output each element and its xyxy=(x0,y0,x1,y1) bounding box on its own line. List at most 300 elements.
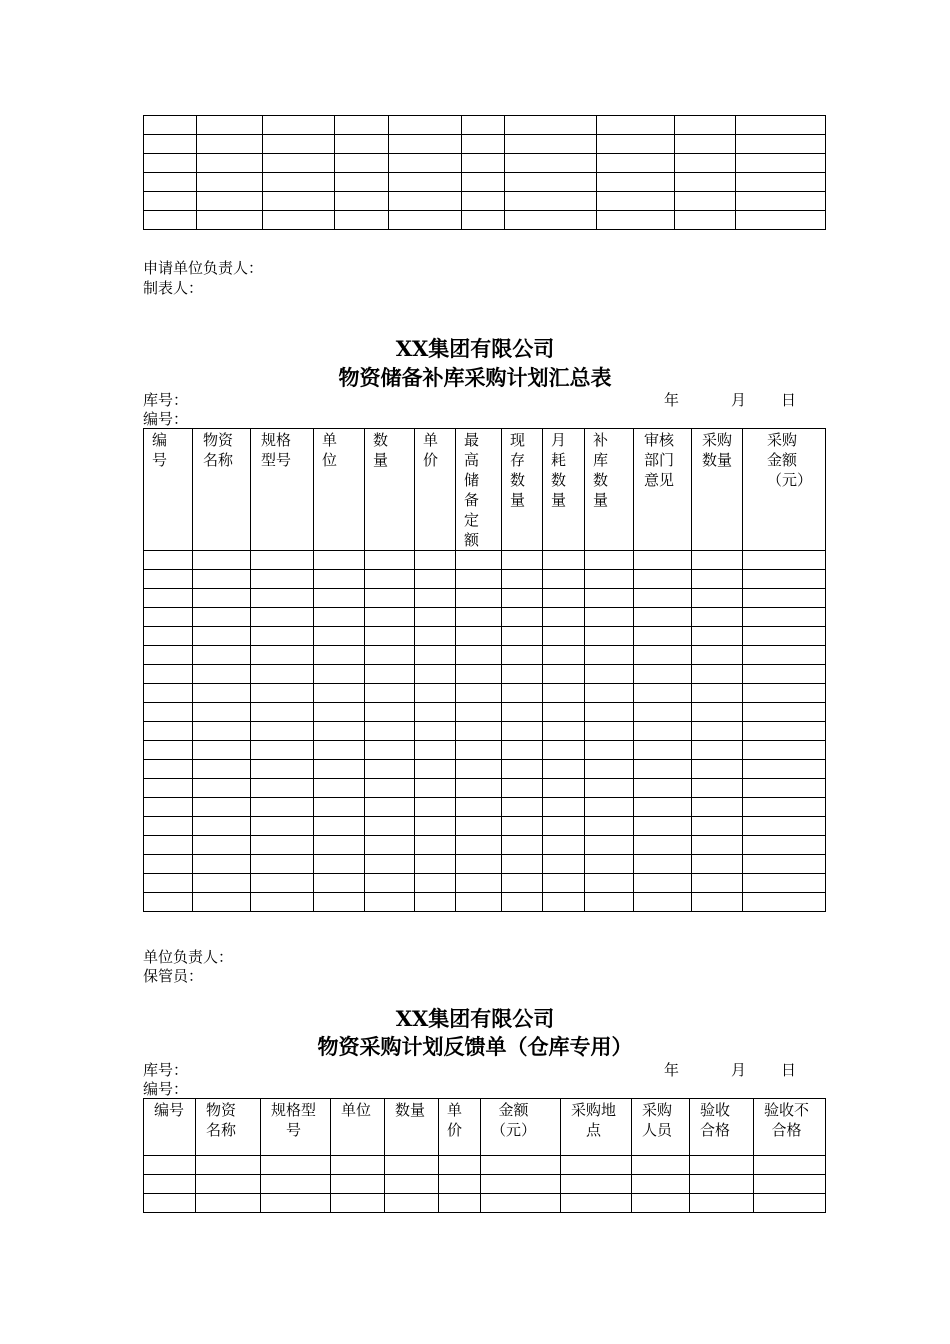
table-cell xyxy=(481,1194,561,1213)
table-cell xyxy=(144,116,197,135)
table-cell xyxy=(314,722,365,741)
table-cell xyxy=(251,741,314,760)
table-cell xyxy=(251,627,314,646)
table-cell xyxy=(193,836,251,855)
table-cell xyxy=(335,154,389,173)
table-cell xyxy=(502,817,543,836)
table-cell xyxy=(261,1175,331,1194)
table-cell xyxy=(692,608,743,627)
table-cell xyxy=(365,627,415,646)
table-cell xyxy=(331,1156,385,1175)
table-cell xyxy=(743,665,826,684)
table-cell xyxy=(597,135,675,154)
col-header-monthly-usage: 月耗数量 xyxy=(543,429,585,551)
date-year-label: 年 xyxy=(664,391,680,409)
table-cell xyxy=(261,1194,331,1213)
table-cell xyxy=(144,703,193,722)
table-cell xyxy=(505,192,597,211)
table-cell xyxy=(144,551,193,570)
table-cell xyxy=(456,703,502,722)
date-year-label-2: 年 xyxy=(664,1061,680,1079)
fb-col-unit: 单位 xyxy=(331,1099,385,1156)
table-cell xyxy=(193,684,251,703)
table-row xyxy=(144,665,826,684)
fb-col-number: 编号 xyxy=(144,1099,196,1156)
table-cell xyxy=(144,665,193,684)
table-row xyxy=(144,627,826,646)
table-cell xyxy=(502,874,543,893)
table-cell xyxy=(634,608,692,627)
table-cell xyxy=(462,211,505,230)
table-cell xyxy=(144,589,193,608)
table-cell xyxy=(415,551,456,570)
table-cell xyxy=(196,1156,261,1175)
table-cell xyxy=(335,135,389,154)
table-cell xyxy=(365,798,415,817)
table-cell xyxy=(251,836,314,855)
table-cell xyxy=(634,589,692,608)
table-cell xyxy=(415,817,456,836)
table-cell xyxy=(481,1175,561,1194)
table-cell xyxy=(385,1156,439,1175)
table-cell xyxy=(193,589,251,608)
top-partial-table xyxy=(143,115,826,230)
table-cell xyxy=(314,589,365,608)
table-cell xyxy=(502,684,543,703)
table-cell xyxy=(456,798,502,817)
table-cell xyxy=(365,836,415,855)
table-cell xyxy=(144,646,193,665)
table-cell xyxy=(314,893,365,912)
table-cell xyxy=(692,855,743,874)
table-cell xyxy=(335,192,389,211)
table-cell xyxy=(585,836,634,855)
table-cell xyxy=(251,760,314,779)
table-cell xyxy=(251,722,314,741)
table-cell xyxy=(634,855,692,874)
form-title-2: 物资采购计划反馈单（仓库专用） xyxy=(317,1034,633,1059)
table-cell xyxy=(585,608,634,627)
table-cell xyxy=(585,703,634,722)
table-row xyxy=(144,154,826,173)
table-cell xyxy=(415,722,456,741)
fb-col-accepted: 验收合格 xyxy=(690,1099,754,1156)
table-cell xyxy=(502,855,543,874)
summary-table xyxy=(143,428,826,912)
col-header-current-stock: 现存数量 xyxy=(502,429,543,551)
table-cell xyxy=(597,173,675,192)
table-cell xyxy=(415,646,456,665)
table-cell xyxy=(692,684,743,703)
col-header-material-name: 物资名称 xyxy=(193,429,251,551)
table-row xyxy=(144,1175,826,1194)
table-cell xyxy=(261,1156,331,1175)
table-cell xyxy=(502,893,543,912)
table-cell xyxy=(543,551,585,570)
table-row xyxy=(144,608,826,627)
table-row xyxy=(144,684,826,703)
table-cell xyxy=(251,608,314,627)
table-cell xyxy=(502,646,543,665)
table-cell xyxy=(597,154,675,173)
table-cell xyxy=(263,211,335,230)
table-cell xyxy=(389,116,462,135)
col-header-spec-model: 规格型号 xyxy=(251,429,314,551)
table-cell xyxy=(462,192,505,211)
table-cell xyxy=(389,192,462,211)
signature-applicant: 申请单位负责人： xyxy=(143,259,264,277)
table-row xyxy=(144,836,826,855)
table-cell xyxy=(743,608,826,627)
table-cell xyxy=(634,570,692,589)
table-cell xyxy=(754,1194,826,1213)
table-cell xyxy=(263,116,335,135)
table-row xyxy=(144,570,826,589)
table-cell xyxy=(675,135,736,154)
table-cell xyxy=(743,817,826,836)
table-cell xyxy=(251,551,314,570)
table-cell xyxy=(754,1156,826,1175)
table-cell xyxy=(331,1175,385,1194)
table-cell xyxy=(743,798,826,817)
table-cell xyxy=(456,779,502,798)
table-cell xyxy=(743,855,826,874)
table-cell xyxy=(385,1175,439,1194)
table-cell xyxy=(439,1194,481,1213)
table-cell xyxy=(389,154,462,173)
table-cell xyxy=(561,1156,632,1175)
date-month-label: 月 xyxy=(731,391,747,409)
fb-col-material-name: 物资名称 xyxy=(196,1099,261,1156)
table-row xyxy=(144,741,826,760)
table-cell xyxy=(585,741,634,760)
table-cell xyxy=(144,893,193,912)
col-header-replenish-qty: 补库数量 xyxy=(585,429,634,551)
table-cell xyxy=(196,1175,261,1194)
signature-preparer: 制表人： xyxy=(143,279,204,297)
table-cell xyxy=(502,627,543,646)
table-cell xyxy=(634,627,692,646)
table-cell xyxy=(365,570,415,589)
table-row xyxy=(144,703,826,722)
table-cell xyxy=(365,779,415,798)
table-cell xyxy=(690,1175,754,1194)
table-cell xyxy=(251,893,314,912)
date-day-label: 日 xyxy=(781,391,797,409)
feedback-table xyxy=(143,1098,826,1213)
table-cell xyxy=(415,836,456,855)
table-row xyxy=(144,817,826,836)
table-cell xyxy=(585,684,634,703)
table-cell xyxy=(415,589,456,608)
table-row xyxy=(144,1156,826,1175)
table-cell xyxy=(456,589,502,608)
table-cell xyxy=(415,608,456,627)
table-cell xyxy=(193,551,251,570)
table-cell xyxy=(193,570,251,589)
table-cell xyxy=(314,627,365,646)
table-cell xyxy=(543,817,585,836)
table-cell xyxy=(456,855,502,874)
table-cell xyxy=(314,760,365,779)
table-cell xyxy=(585,722,634,741)
table-cell xyxy=(743,703,826,722)
table-cell xyxy=(335,173,389,192)
table-cell xyxy=(144,1156,196,1175)
table-cell xyxy=(314,874,365,893)
table-cell xyxy=(632,1156,690,1175)
table-cell xyxy=(456,817,502,836)
table-cell xyxy=(365,722,415,741)
table-cell xyxy=(144,817,193,836)
table-cell xyxy=(675,173,736,192)
fb-col-quantity: 数量 xyxy=(385,1099,439,1156)
table-cell xyxy=(456,741,502,760)
table-cell xyxy=(456,608,502,627)
table-cell xyxy=(634,779,692,798)
table-cell xyxy=(365,855,415,874)
table-cell xyxy=(415,741,456,760)
table-cell xyxy=(634,874,692,893)
table-cell xyxy=(743,760,826,779)
table-cell xyxy=(314,779,365,798)
table-cell xyxy=(365,893,415,912)
table-cell xyxy=(144,173,197,192)
table-cell xyxy=(144,722,193,741)
table-cell xyxy=(543,741,585,760)
col-header-quantity: 数量 xyxy=(365,429,415,551)
table-cell xyxy=(462,173,505,192)
table-cell xyxy=(543,627,585,646)
table-cell xyxy=(197,173,263,192)
table-cell xyxy=(585,760,634,779)
table-cell xyxy=(456,570,502,589)
table-cell xyxy=(585,874,634,893)
table-cell xyxy=(314,836,365,855)
col-header-unit: 单位 xyxy=(314,429,365,551)
table-cell xyxy=(335,116,389,135)
table-cell xyxy=(634,817,692,836)
table-cell xyxy=(456,551,502,570)
table-row xyxy=(144,874,826,893)
table-cell xyxy=(634,722,692,741)
table-cell xyxy=(634,646,692,665)
table-cell xyxy=(365,741,415,760)
table-cell xyxy=(415,855,456,874)
table-cell xyxy=(743,684,826,703)
table-cell xyxy=(634,760,692,779)
date-month-label-2: 月 xyxy=(731,1061,747,1079)
table-cell xyxy=(502,589,543,608)
table-cell xyxy=(144,760,193,779)
table-cell xyxy=(456,646,502,665)
table-cell xyxy=(543,608,585,627)
table-cell xyxy=(743,551,826,570)
table-cell xyxy=(597,116,675,135)
table-cell xyxy=(456,684,502,703)
table-cell xyxy=(314,646,365,665)
table-cell xyxy=(193,722,251,741)
table-cell xyxy=(585,665,634,684)
table-cell xyxy=(365,760,415,779)
table-cell xyxy=(263,173,335,192)
table-cell xyxy=(193,893,251,912)
table-cell xyxy=(634,703,692,722)
table-cell xyxy=(193,779,251,798)
table-cell xyxy=(502,608,543,627)
table-cell xyxy=(314,684,365,703)
table-cell xyxy=(462,135,505,154)
table-cell xyxy=(743,627,826,646)
table-cell xyxy=(456,665,502,684)
table-cell xyxy=(365,703,415,722)
table-cell xyxy=(263,154,335,173)
table-cell xyxy=(736,135,826,154)
fb-col-amount: 金额（元） xyxy=(481,1099,561,1156)
table-cell xyxy=(144,874,193,893)
table-cell xyxy=(415,760,456,779)
table-cell xyxy=(193,874,251,893)
table-cell xyxy=(439,1156,481,1175)
table-cell xyxy=(193,760,251,779)
table-cell xyxy=(314,817,365,836)
table-cell xyxy=(634,665,692,684)
table-cell xyxy=(675,211,736,230)
table-cell xyxy=(543,570,585,589)
table-cell xyxy=(692,893,743,912)
table-cell xyxy=(439,1175,481,1194)
table-cell xyxy=(543,665,585,684)
table-cell xyxy=(144,741,193,760)
table-cell xyxy=(505,135,597,154)
table-cell xyxy=(502,722,543,741)
col-header-purchase-qty: 采购数量 xyxy=(692,429,743,551)
table-cell xyxy=(331,1194,385,1213)
table-cell xyxy=(634,741,692,760)
table-cell xyxy=(314,551,365,570)
table-cell xyxy=(585,646,634,665)
table-cell xyxy=(335,211,389,230)
table-cell xyxy=(193,703,251,722)
table-cell xyxy=(561,1175,632,1194)
col-header-number: 编号 xyxy=(144,429,193,551)
table-cell xyxy=(736,192,826,211)
table-cell xyxy=(415,893,456,912)
table-row xyxy=(144,589,826,608)
table-cell xyxy=(251,665,314,684)
table-cell xyxy=(692,722,743,741)
table-cell xyxy=(456,760,502,779)
table-cell xyxy=(415,874,456,893)
date-day-label-2: 日 xyxy=(781,1061,797,1079)
table-cell xyxy=(634,684,692,703)
table-cell xyxy=(196,1194,261,1213)
table-cell xyxy=(193,627,251,646)
table-cell xyxy=(543,874,585,893)
table-cell xyxy=(692,703,743,722)
signature-custodian: 保管员： xyxy=(143,967,204,985)
table-cell xyxy=(144,684,193,703)
table-row xyxy=(144,646,826,665)
table-cell xyxy=(502,798,543,817)
table-cell xyxy=(251,817,314,836)
table-cell xyxy=(543,760,585,779)
table-cell xyxy=(736,173,826,192)
table-cell xyxy=(197,192,263,211)
table-cell xyxy=(502,570,543,589)
table-cell xyxy=(692,646,743,665)
table-cell xyxy=(314,665,365,684)
table-cell xyxy=(585,551,634,570)
table-cell xyxy=(456,874,502,893)
table-cell xyxy=(389,211,462,230)
table-cell xyxy=(543,836,585,855)
table-cell xyxy=(736,116,826,135)
table-cell xyxy=(144,570,193,589)
table-cell xyxy=(144,135,197,154)
table-row xyxy=(144,211,826,230)
table-cell xyxy=(197,135,263,154)
table-cell xyxy=(754,1175,826,1194)
table-cell xyxy=(365,551,415,570)
table-cell xyxy=(543,798,585,817)
table-cell xyxy=(415,684,456,703)
table-cell xyxy=(585,855,634,874)
table-cell xyxy=(251,798,314,817)
table-cell xyxy=(314,608,365,627)
table-cell xyxy=(251,570,314,589)
table-cell xyxy=(144,154,197,173)
table-cell xyxy=(144,192,197,211)
table-cell xyxy=(743,722,826,741)
table-cell xyxy=(365,874,415,893)
table-cell xyxy=(692,874,743,893)
table-cell xyxy=(543,893,585,912)
table-cell xyxy=(197,211,263,230)
fb-col-purchaser: 采购人员 xyxy=(632,1099,690,1156)
col-header-purchase-amount: 采购金额（元） xyxy=(743,429,826,551)
table-cell xyxy=(743,836,826,855)
table-cell xyxy=(543,722,585,741)
table-cell xyxy=(585,893,634,912)
table-cell xyxy=(543,779,585,798)
table-cell xyxy=(415,779,456,798)
table-cell xyxy=(144,836,193,855)
fb-col-purchase-place: 采购地点 xyxy=(561,1099,632,1156)
table-cell xyxy=(197,116,263,135)
table-cell xyxy=(193,798,251,817)
table-cell xyxy=(365,646,415,665)
table-cell xyxy=(743,646,826,665)
table-cell xyxy=(585,817,634,836)
table-cell xyxy=(385,1194,439,1213)
table-cell xyxy=(314,798,365,817)
table-cell xyxy=(502,703,543,722)
table-cell xyxy=(415,798,456,817)
table-cell xyxy=(502,665,543,684)
table-cell xyxy=(389,135,462,154)
table-cell xyxy=(251,589,314,608)
table-cell xyxy=(144,211,197,230)
form-title: 物资储备补库采购计划汇总表 xyxy=(338,365,612,390)
table-cell xyxy=(543,684,585,703)
table-cell xyxy=(251,684,314,703)
fb-col-rejected: 验收不合格 xyxy=(754,1099,826,1156)
table-cell xyxy=(144,1194,196,1213)
table-cell xyxy=(415,703,456,722)
table-cell xyxy=(561,1194,632,1213)
table-cell xyxy=(743,570,826,589)
